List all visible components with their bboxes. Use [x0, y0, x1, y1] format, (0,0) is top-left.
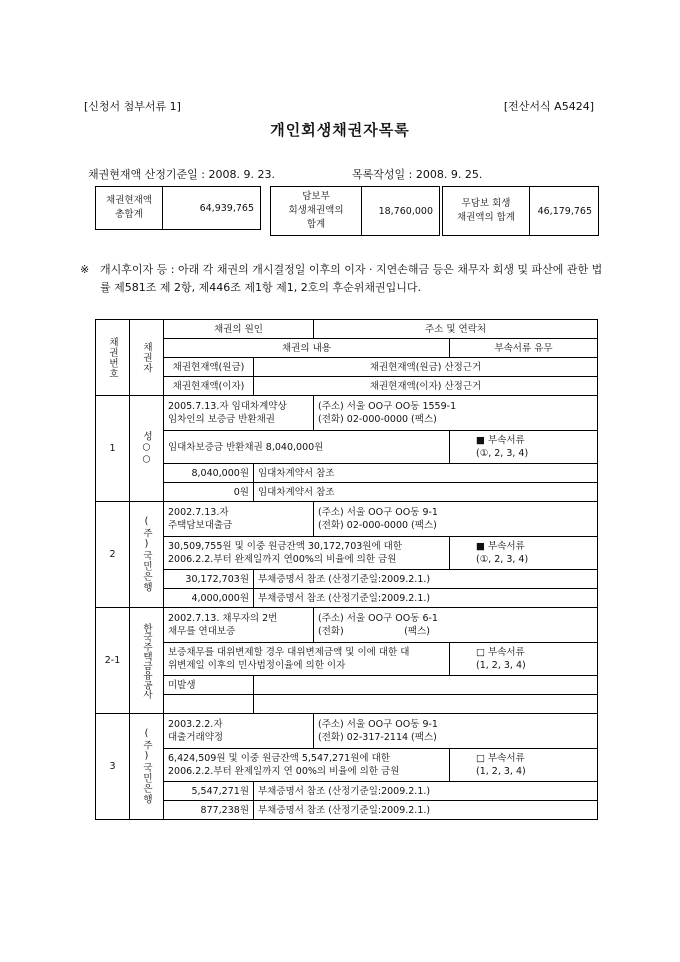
row-creditor: 한국주택금융공사 — [130, 608, 164, 714]
attachment-checkbox[interactable]: □ — [476, 647, 485, 658]
row-principal: 5,547,271원 — [164, 782, 254, 801]
row-content: 임대차보증금 반환채권 8,040,000원 — [164, 431, 450, 464]
table-row — [96, 589, 598, 608]
summary-secured-value: 18,760,000 — [378, 205, 433, 217]
row-attachment: ■ 부속서류 (①, 2, 3, 4) — [450, 431, 598, 464]
col-principal-basis-header: 채권현재액(원금) 산정근거 — [254, 358, 598, 377]
row-address: (주소) 서울 OO구 OO동 1559-1 (전화) 02-000-0000 (팩스) — [314, 396, 598, 431]
list-date-line — [352, 166, 482, 182]
col-cause-header: 채권의 원인 — [164, 320, 314, 339]
attachment-checkbox[interactable]: □ — [476, 753, 485, 764]
row-principal: 미발생 — [164, 676, 254, 695]
attachment-checkbox[interactable]: ■ — [476, 541, 485, 552]
table-row — [96, 782, 598, 801]
row-principal-basis: 부채증명서 참조 (산정기준일:2009.2.1.) — [254, 570, 598, 589]
attachment-tag: [신청서 첨부서류 1] — [84, 100, 181, 113]
row-attachment: □ 부속서류 (1, 2, 3, 4) — [450, 749, 598, 782]
table-row — [96, 714, 598, 749]
table-header-row — [96, 358, 598, 377]
row-principal-basis: 부채증명서 참조 (산정기준일:2009.2.1.) — [254, 782, 598, 801]
row-content: 보증채무를 대위변제할 경우 대위변제금액 및 이에 대한 대 위변제일 이후의 민사법정이율에 의한 이자 — [164, 643, 450, 676]
summary-unsecured-value: 46,179,765 — [537, 205, 592, 217]
row-cause: 2003.2.2.자 대출거래약정 — [164, 714, 314, 749]
col-principal-header: 채권현재액(원금) — [164, 358, 254, 377]
page-title: 개인회생채권자목록 — [270, 121, 410, 139]
row-principal: 8,040,000원 — [164, 464, 254, 483]
list-date-label: 목록작성일 : — [352, 168, 416, 181]
table-row — [96, 483, 598, 502]
row-no: 2 — [96, 502, 130, 608]
summary-total-value: 64,939,765 — [199, 202, 254, 214]
attachment-checkbox[interactable]: ■ — [476, 435, 485, 446]
row-cause: 2005.7.13.자 임대차계약상 임차인의 보증금 반환채권 — [164, 396, 314, 431]
row-no: 1 — [96, 396, 130, 502]
table-row — [96, 676, 598, 695]
col-attachment-header: 부속서류 유무 — [450, 339, 598, 358]
row-address: (주소) 서울 OO구 OO동 9-1 (전화) 02-000-0000 (팩스) — [314, 502, 598, 537]
base-date-label: 채권현재액 산정기준일 : — [88, 168, 209, 181]
row-principal: 30,172,703원 — [164, 570, 254, 589]
note-mark: ※ — [80, 263, 90, 276]
row-attachment: □ 부속서류 (1, 2, 3, 4) — [450, 643, 598, 676]
table-row — [96, 695, 598, 714]
table-header-row — [96, 377, 598, 396]
table-row — [96, 570, 598, 589]
row-attachment: ■ 부속서류 (①, 2, 3, 4) — [450, 537, 598, 570]
row-content: 6,424,509원 및 이중 원금잔액 5,547,271원에 대한 2006.2.2.부터 완제일까지 연 00%의 비율에 의한 금원 — [164, 749, 450, 782]
row-address: (주소) 서울 OO구 OO동 6-1 (전화) (팩스) — [314, 608, 598, 643]
row-principal-basis: 임대차계약서 참조 — [254, 464, 598, 483]
table-row — [96, 537, 598, 570]
col-no-header: 채권번호 — [96, 320, 130, 396]
row-interest-basis — [254, 695, 598, 714]
summary-total-label: 채권현재액 총합계 — [96, 187, 163, 229]
subordinate-note — [80, 261, 606, 297]
table-row — [96, 749, 598, 782]
row-no: 2-1 — [96, 608, 130, 714]
row-interest — [164, 695, 254, 714]
row-principal-basis — [254, 676, 598, 695]
table-row — [96, 502, 598, 537]
summary-unsecured-box — [442, 186, 599, 236]
row-interest: 0원 — [164, 483, 254, 502]
row-address: (주소) 서울 OO구 OO동 9-1 (전화) 02-317-2114 (팩스) — [314, 714, 598, 749]
creditor-table — [95, 319, 598, 820]
col-address-header: 주소 및 연락처 — [314, 320, 598, 339]
row-interest: 877,238원 — [164, 801, 254, 820]
row-creditor: (주)국민은행 — [130, 502, 164, 608]
row-cause: 2002.7.13. 채무자의 2번 채무를 연대보증 — [164, 608, 314, 643]
list-date-value: 2008. 9. 25. — [415, 168, 483, 181]
table-header-row — [96, 320, 598, 339]
summary-total-box — [95, 186, 261, 230]
row-cause: 2002.7.13.자 주택담보대출금 — [164, 502, 314, 537]
row-interest: 4,000,000원 — [164, 589, 254, 608]
table-row — [96, 464, 598, 483]
summary-secured-label: 담보부 회생채권액의 합계 — [271, 187, 362, 235]
form-code: [전산서식 A5424] — [503, 100, 594, 113]
row-creditor: (주)국민은행 — [130, 714, 164, 820]
row-interest-basis: 부채증명서 참조 (산정기준일:2009.2.1.) — [254, 589, 598, 608]
table-row — [96, 431, 598, 464]
base-date-value: 2008. 9. 23. — [208, 168, 275, 181]
row-interest-basis: 임대차계약서 참조 — [254, 483, 598, 502]
table-header-row — [96, 339, 598, 358]
note-text: 개시후이자 등 : 아래 각 채권의 개시결정일 이후의 이자 · 지연손해금 등은 채무자 회생 및 파산에 관한 법률 제581조 제 2항, 제446조 제1항 제1, 2호의 후순위채권입니다. — [100, 263, 603, 294]
col-creditor-header: 채권자 — [130, 320, 164, 396]
row-content: 30,509,755원 및 이중 원금잔액 30,172,703원에 대한 2006.2.2.부터 완제일까지 연00%의 비율에 의한 금원 — [164, 537, 450, 570]
table-row — [96, 608, 598, 643]
table-row — [96, 643, 598, 676]
row-no: 3 — [96, 714, 130, 820]
col-interest-header: 채권현재액(이자) — [164, 377, 254, 396]
base-date-line — [88, 166, 275, 182]
table-row — [96, 801, 598, 820]
summary-secured-box — [270, 186, 440, 236]
col-interest-basis-header: 채권현재액(이자) 산정근거 — [254, 377, 598, 396]
row-creditor: 성○○ — [130, 396, 164, 502]
col-content-header: 채권의 내용 — [164, 339, 450, 358]
row-interest-basis: 부채증명서 참조 (산정기준일:2009.2.1.) — [254, 801, 598, 820]
table-row — [96, 396, 598, 431]
summary-unsecured-label: 무담보 회생 채권액의 합계 — [443, 187, 530, 235]
